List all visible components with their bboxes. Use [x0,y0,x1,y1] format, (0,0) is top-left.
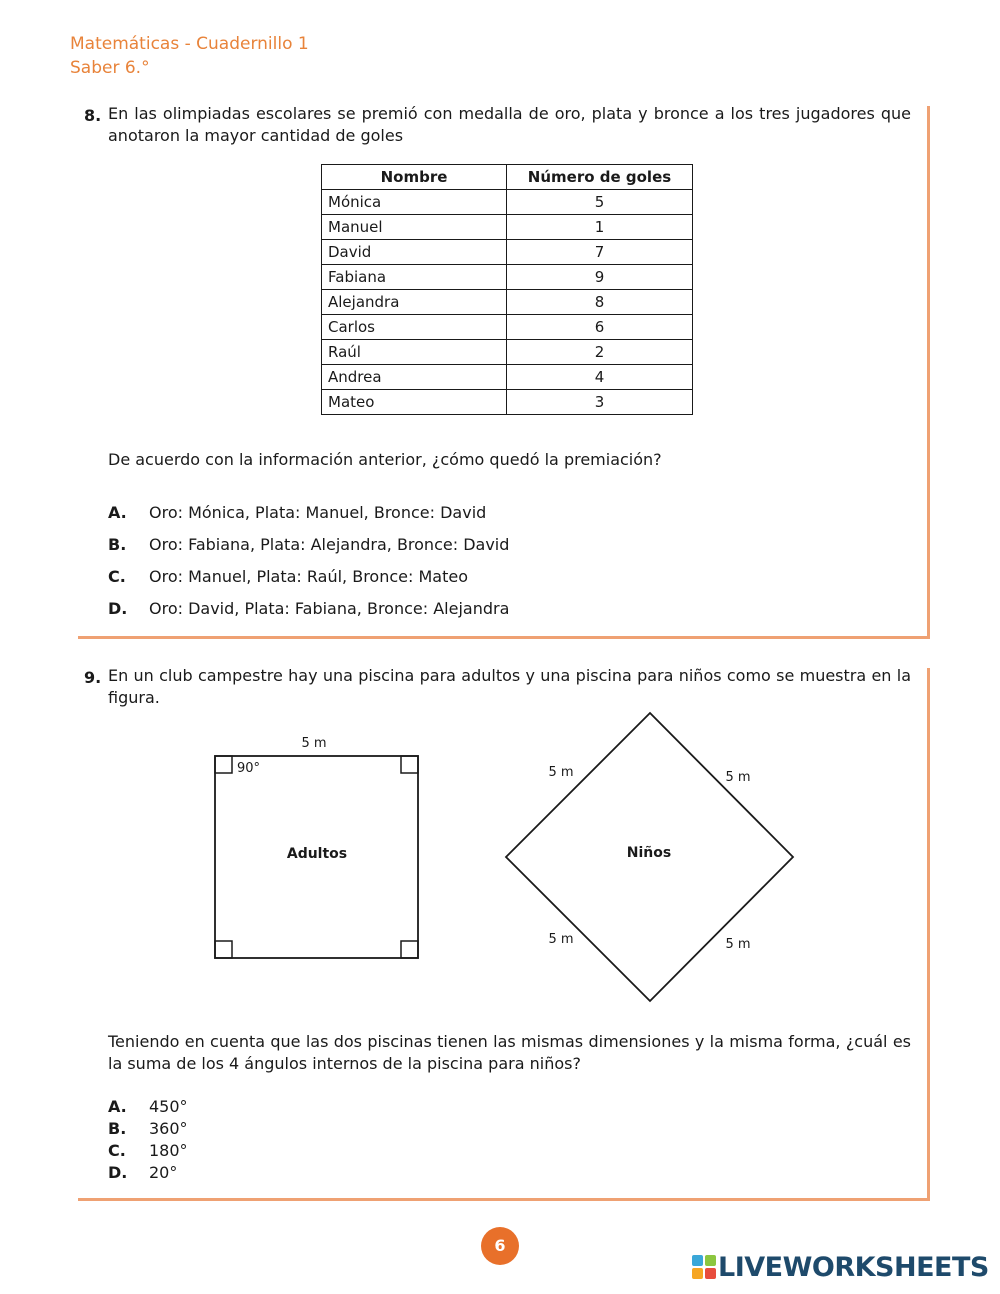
question-prompt: Teniendo en cuenta que las dos piscinas tienen las mismas dimensiones y la misma forma, ¿cuál es la suma de los 4 ángulos internos de la piscina para niños? [108,1032,911,1073]
cell-goals: 3 [507,390,693,415]
column-header-goals: Número de goles [507,165,693,190]
option-d[interactable] [108,1162,177,1184]
option-letter: B. [108,535,127,554]
option-a[interactable] [108,1096,188,1118]
cell-goals: 1 [507,215,693,240]
question-9 [78,668,930,1201]
option-text: Oro: Fabiana, Plata: Alejandra, Bronce: David [149,535,510,554]
kids-label: Niños [626,845,672,861]
option-b[interactable] [108,534,509,556]
cell-goals: 6 [507,315,693,340]
brand-logo [692,1252,989,1283]
option-text: 360° [149,1119,188,1138]
option-d[interactable] [108,598,509,620]
option-text: Oro: Manuel, Plata: Raúl, Bronce: Mateo [149,567,468,586]
option-text: Oro: David, Plata: Fabiana, Bronce: Alejandra [149,599,510,618]
option-letter: A. [108,1097,127,1116]
cell-name: Raúl [322,340,507,365]
cell-name: Manuel [322,215,507,240]
cell-goals: 4 [507,365,693,390]
right-angle-marker [215,756,232,773]
option-b[interactable] [108,1118,188,1140]
cell-goals: 7 [507,240,693,265]
option-a[interactable] [108,502,486,524]
header-subject: Matemáticas - Cuadernillo 1 [70,34,309,54]
square-side-label: 5 m [301,736,327,751]
cell-name: David [322,240,507,265]
table-row [322,390,693,415]
right-angle-marker [401,941,418,958]
table-row [322,315,693,340]
cell-goals: 2 [507,340,693,365]
angle-label: 90° [237,761,261,776]
option-letter: A. [108,503,127,522]
table-row [322,190,693,215]
brand-name: LIVEWORKSHEETS [718,1252,989,1283]
option-text: 180° [149,1141,188,1160]
cell-name: Fabiana [322,265,507,290]
header-grade: Saber 6.° [70,58,150,78]
cell-name: Alejandra [322,290,507,315]
table-header-row [322,165,693,190]
page-number-badge: 6 [481,1227,519,1265]
option-c[interactable] [108,1140,188,1162]
option-c[interactable] [108,566,468,588]
cell-name: Andrea [322,365,507,390]
adults-label: Adultos [286,846,348,862]
question-prompt: De acuerdo con la información anterior, ¿cómo quedó la premiación? [108,450,662,469]
table-row [322,340,693,365]
cell-goals: 9 [507,265,693,290]
column-header-name: Nombre [322,165,507,190]
table-row [322,265,693,290]
page-header [70,32,309,80]
question-number: 8. [84,106,102,125]
cell-goals: 8 [507,290,693,315]
diamond-side-label: 5 m [548,765,574,780]
option-letter: D. [108,1163,128,1182]
option-letter: D. [108,599,128,618]
table-row [322,290,693,315]
cell-name: Carlos [322,315,507,340]
diamond-side-label: 5 m [725,770,751,785]
table-row [322,240,693,265]
table-row [322,215,693,240]
question-number: 9. [84,668,102,687]
pools-figure [78,668,930,1201]
table-row [322,365,693,390]
option-text: 20° [149,1163,178,1182]
option-letter: C. [108,1141,126,1160]
liveworksheets-icon [692,1255,716,1279]
right-angle-marker [401,756,418,773]
question-8 [78,106,930,639]
diamond-side-label: 5 m [725,937,751,952]
question-text: En un club campestre hay una piscina para adultos y una piscina para niños como se muestra en la figura. [108,666,911,707]
option-letter: C. [108,567,126,586]
cell-goals: 5 [507,190,693,215]
cell-name: Mónica [322,190,507,215]
diamond-side-label: 5 m [548,932,574,947]
right-angle-marker [215,941,232,958]
option-text: 450° [149,1097,188,1116]
option-text: Oro: Mónica, Plata: Manuel, Bronce: David [149,503,487,522]
question-text: En las olimpiadas escolares se premió con medalla de oro, plata y bronce a los tres jugadores que anotaron la mayor cantidad de goles [108,104,911,145]
option-letter: B. [108,1119,127,1138]
cell-name: Mateo [322,390,507,415]
goals-table [321,164,693,415]
